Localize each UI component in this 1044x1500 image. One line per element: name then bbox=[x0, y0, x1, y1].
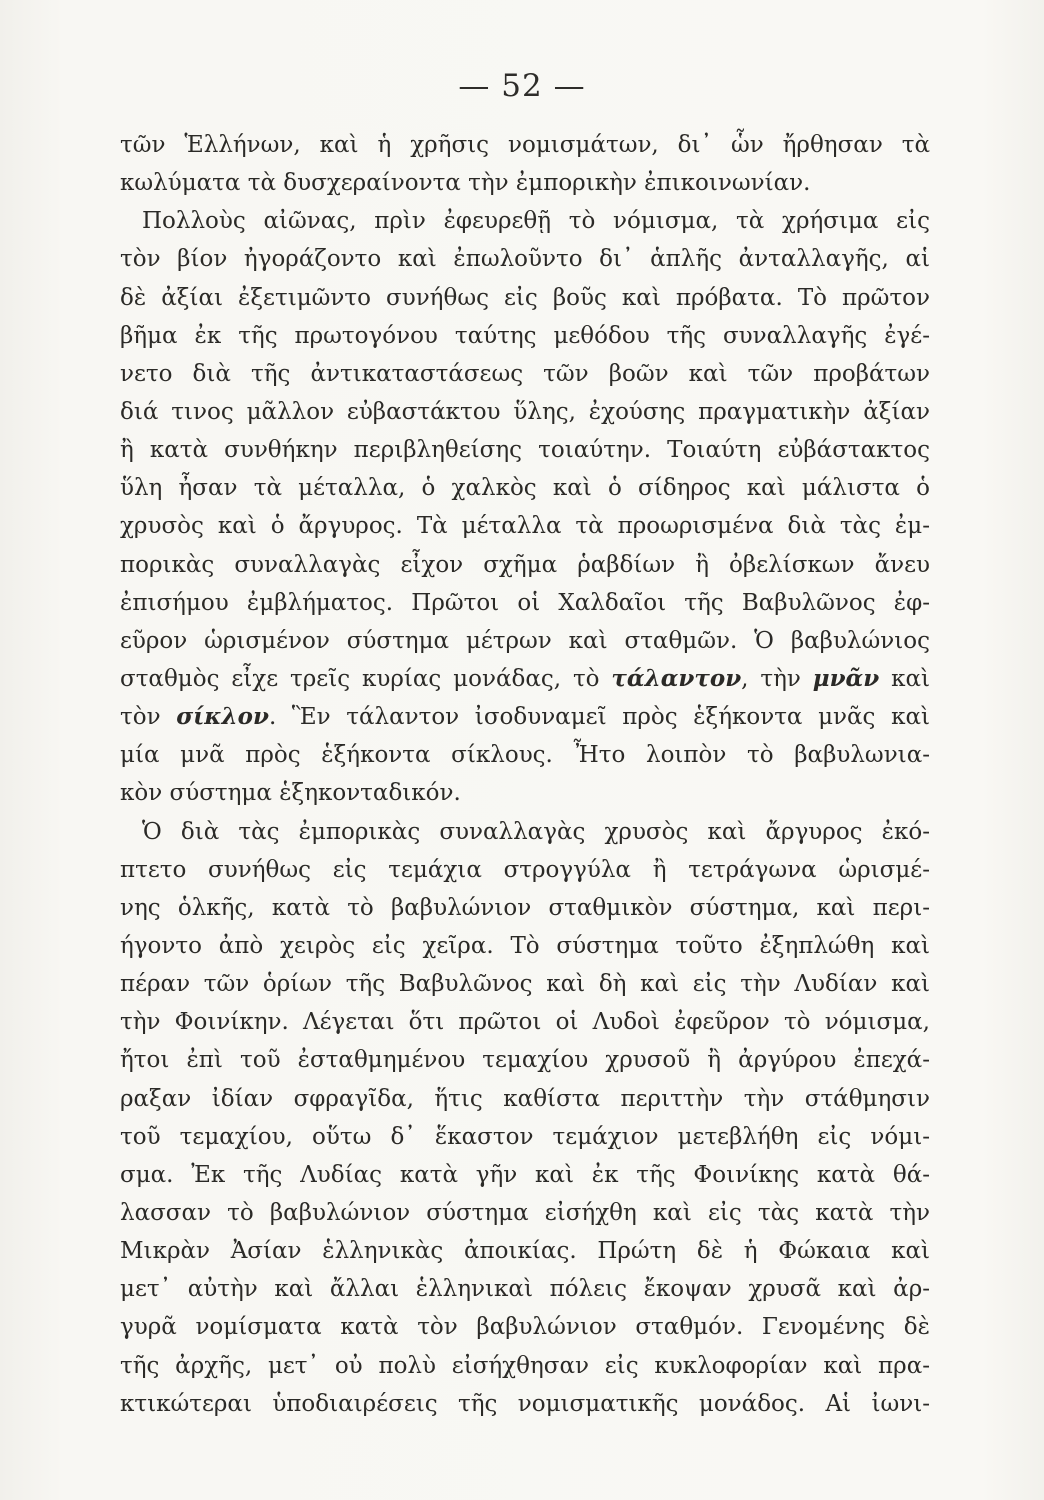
text-line: βῆμα ἐκ τῆς πρωτογόνου ταύτης μεθόδου τῆς συναλλαγῆς ἐγέ- bbox=[120, 322, 930, 349]
text-line: τῆς ἀρχῆς, μετ᾽ οὐ πολὺ εἰσήχθησαν εἰς κυκλοφορίαν καὶ πρα- bbox=[120, 1352, 930, 1379]
text-line: κωλύματα τὰ δυσχεραίνοντα τὴν ἐμπορικὴν ἐπικοινωνίαν. bbox=[120, 170, 811, 197]
text-line: πέραν τῶν ὁρίων τῆς Βαβυλῶνος καὶ δὴ καὶ εἰς τὴν Λυδίαν καὶ bbox=[120, 971, 930, 998]
text-line: τὸν βίον ἠγοράζοντο καὶ ἐπωλοῦντο δι᾽ ἁπλῆς ἀνταλλαγῆς, αἱ bbox=[120, 246, 930, 273]
term-mnan: μνᾶν bbox=[812, 664, 880, 692]
text-line bbox=[120, 698, 930, 736]
term-siklon: σίκλον bbox=[176, 703, 269, 731]
text-line: ήγοντο ἀπὸ χειρὸς εἰς χεῖρα. Τὸ σύστημα τοῦτο ἐξηπλώθη καὶ bbox=[120, 932, 930, 959]
text-line: τῶν Ἑλλήνων, καὶ ἡ χρῆσις νομισμάτων, δι᾽ ὧν ἤρθησαν τὰ bbox=[120, 132, 930, 158]
text-line: γυρᾶ νομίσματα κατὰ τὸν βαβυλώνιον σταθμόν. Γενομένης δὲ bbox=[120, 1314, 930, 1341]
text-line: ἐπισήμου ἐμβλήματος. Πρῶτοι οἱ Χαλδαῖοι τῆς Βαβυλῶνος ἐφ- bbox=[120, 589, 930, 616]
text-line bbox=[120, 660, 930, 698]
text-line: ὕλη ἦσαν τὰ μέταλλα, ὁ χαλκὸς καὶ ὁ σίδηρος καὶ μάλιστα ὁ bbox=[120, 475, 930, 502]
text-line: νετο διὰ τῆς ἀντικαταστάσεως τῶν βοῶν καὶ τῶν προβάτων bbox=[120, 360, 930, 387]
text-line: ἢ κατὰ συνθήκην περιβληθείσης τοιαύτην. Τοιαύτη εὐβάστακτος bbox=[120, 437, 930, 464]
text-line: μία μνᾶ πρὸς ἑξήκοντα σίκλους. Ἦτο λοιπὸν τὸ βαβυλωνια- bbox=[120, 742, 930, 769]
text-segment: καὶ bbox=[879, 665, 930, 692]
text-line: μετ᾽ αὐτὴν καὶ ἄλλαι ἑλληνικαὶ πόλεις ἔκοψαν χρυσᾶ καὶ ἀρ- bbox=[120, 1276, 930, 1303]
text-line: κὸν σύστημα ἑξηκονταδικόν. bbox=[120, 780, 461, 807]
text-line: νης ὁλκῆς, κατὰ τὸ βαβυλώνιον σταθμικὸν σύστημα, καὶ περι- bbox=[120, 894, 930, 921]
text-line: Ὁ διὰ τὰς ἐμπορικὰς συναλλαγὰς χρυσὸς καὶ ἄργυρος ἐκό- bbox=[142, 818, 930, 845]
text-line: χρυσὸς καὶ ὁ ἄργυρος. Τὰ μέταλλα τὰ προωρισμένα διὰ τὰς ἐμ- bbox=[120, 513, 930, 540]
text-segment: τὸν bbox=[120, 704, 177, 731]
text-segment: σταθμὸς εἶχε τρεῖς κυρίας μονάδας, τὸ bbox=[120, 665, 612, 692]
body-text bbox=[120, 126, 930, 1423]
term-talanton: τάλαντον bbox=[611, 664, 742, 692]
text-line: λασσαν τὸ βαβυλώνιον σύστημα εἰσήχθη καὶ εἰς τὰς κατὰ τὴν bbox=[120, 1199, 930, 1226]
text-segment: , τὴν bbox=[741, 665, 813, 692]
text-line: εῦρον ὡρισμένον σύστημα μέτρων καὶ σταθμῶν. Ὁ βαβυλώνιος bbox=[120, 627, 930, 654]
text-line: κτικώτεραι ὑποδιαιρέσεις τῆς νομισματικῆς μονάδος. Αἱ ἰωνι- bbox=[120, 1390, 930, 1417]
text-line: πορικὰς συναλλαγὰς εἶχον σχῆμα ῥαβδίων ἢ ὀβελίσκων ἄνευ bbox=[120, 551, 930, 578]
text-line: τὴν Φοινίκην. Λέγεται ὅτι πρῶτοι οἱ Λυδοὶ ἐφεῦρον τὸ νόμισμα, bbox=[120, 1009, 930, 1036]
text-line: σμα. Ἐκ τῆς Λυδίας κατὰ γῆν καὶ ἐκ τῆς Φοινίκης κατὰ θά- bbox=[120, 1161, 930, 1188]
text-segment: . Ἓν τάλαντον ἰσοδυναμεῖ πρὸς ἑξήκοντα μνᾶς καὶ bbox=[268, 704, 930, 731]
page-number: — 52 — bbox=[458, 68, 586, 104]
text-line: Πολλοὺς αἰῶνας, πρὶν ἐφευρεθῇ τὸ νόμισμα, τὰ χρήσιμα εἰς bbox=[142, 208, 930, 235]
text-line: τοῦ τεμαχίου, οὕτω δ᾽ ἕκαστον τεμάχιον μετεβλήθη εἰς νόμι- bbox=[120, 1123, 930, 1150]
text-line: Μικρὰν Ἀσίαν ἑλληνικὰς ἀποικίας. Πρώτη δὲ ἡ Φώκαια καὶ bbox=[120, 1238, 930, 1265]
text-line: δὲ ἀξίαι ἐξετιμῶντο συνήθως εἰς βοῦς καὶ πρόβατα. Τὸ πρῶτον bbox=[120, 284, 930, 311]
text-line: διά τινος μᾶλλον εὐβαστάκτου ὕλης, ἐχούσης πραγματικὴν ἀξίαν bbox=[120, 398, 930, 425]
text-line: ἤτοι ἐπὶ τοῦ ἐσταθμημένου τεμαχίου χρυσοῦ ἢ ἀργύρου ἐπεχά- bbox=[120, 1047, 930, 1074]
text-line: πτετο συνήθως εἰς τεμάχια στρογγύλα ἢ τετράγωνα ὡρισμέ- bbox=[120, 856, 930, 883]
text-line: ραξαν ἰδίαν σφραγῖδα, ἥτις καθίστα περιττὴν τὴν στάθμησιν bbox=[120, 1085, 930, 1112]
